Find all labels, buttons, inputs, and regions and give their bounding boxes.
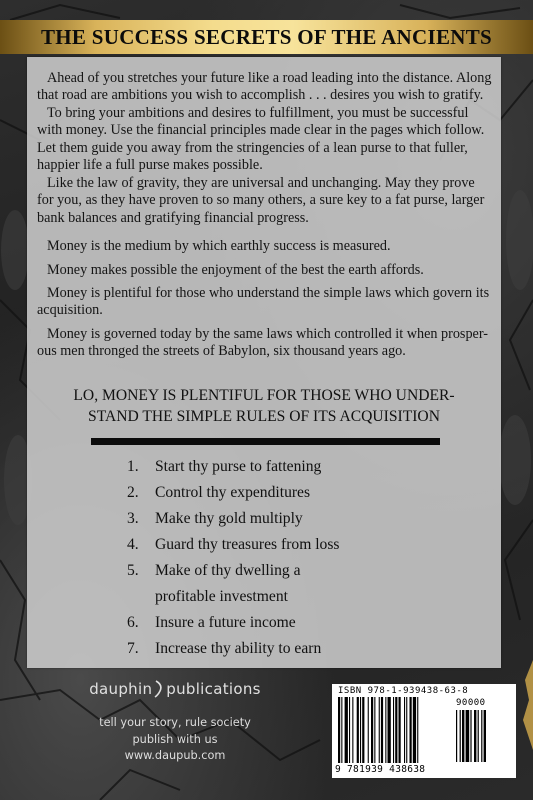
barcode-bar xyxy=(362,697,364,763)
item-text: Increase thy ability to earn xyxy=(155,640,322,657)
addon-bar xyxy=(456,710,457,762)
isbn-barcode xyxy=(332,684,516,778)
list-item xyxy=(127,509,303,529)
money-measure-paragraph xyxy=(37,238,493,255)
barcode-bar xyxy=(404,697,405,763)
money-plentiful-paragraph xyxy=(37,285,493,320)
paragraph-text: Money makes possible the enjoyment of the best the earth affords. xyxy=(47,262,424,278)
item-text: Guard thy treasures from loss xyxy=(155,536,340,553)
item-number: 4. xyxy=(127,536,139,553)
barcode-bar xyxy=(349,697,350,763)
barcode-bar xyxy=(360,697,361,763)
barcode-bar xyxy=(410,697,412,763)
tagline-line-1: tell your story, rule society xyxy=(99,716,251,729)
barcode-bar xyxy=(357,697,359,763)
item-number: 5. xyxy=(127,562,139,579)
barcode-bar xyxy=(399,697,401,763)
intro-paragraph xyxy=(37,70,493,105)
barcode-bar xyxy=(385,697,386,763)
gold-corner-accent xyxy=(519,660,533,750)
paragraph-text: Money is governed today by the same laws which controlled it when prosper-ous men thronged the streets of Babylon, six thousand years ago. xyxy=(37,326,488,360)
addon-bar xyxy=(474,710,476,762)
item-text: profitable investment xyxy=(155,588,288,605)
money-enjoyment-paragraph xyxy=(37,262,493,279)
callout-line-2: STAND THE SIMPLE RULES OF ITS ACQUISITION xyxy=(88,408,440,425)
barcode-bar xyxy=(395,697,397,763)
gravity-paragraph xyxy=(37,175,493,227)
barcode-bar xyxy=(374,697,375,763)
item-number: 7. xyxy=(127,640,139,657)
item-number: 3. xyxy=(127,510,139,527)
barcode-bar xyxy=(341,697,342,763)
item-text: Make thy gold multiply xyxy=(155,510,303,527)
barcode-bar xyxy=(352,697,353,763)
list-item xyxy=(127,639,321,659)
callout-heading xyxy=(27,385,501,427)
list-item xyxy=(127,613,296,633)
addon-bar xyxy=(466,710,470,762)
barcode-bar xyxy=(417,697,418,763)
barcode-bar xyxy=(406,697,407,763)
publisher-logo xyxy=(85,680,265,698)
barcode-bar xyxy=(338,697,340,763)
barcode-bar xyxy=(413,697,416,763)
item-number: 1. xyxy=(127,458,139,475)
list-item-continuation xyxy=(127,587,288,607)
publisher-block xyxy=(85,680,265,765)
item-text: Control thy expenditures xyxy=(155,484,311,501)
paragraph-text: Ahead of you stretches your future like a road leading into the distance. Along that road are ambitions you wish to accomplish . . . desires you wish to gratify. xyxy=(37,70,492,104)
callout-line-1: LO, MONEY IS PLENTIFUL FOR THOSE WHO UNDER- xyxy=(73,387,455,404)
addon-bar xyxy=(462,710,464,762)
money-governed-paragraph xyxy=(37,326,493,361)
divider-bar xyxy=(91,438,440,445)
barcode-bar xyxy=(379,697,380,763)
addon-bar xyxy=(481,710,482,762)
dolphin-icon xyxy=(154,680,164,698)
item-number: 2. xyxy=(127,484,139,501)
list-item xyxy=(127,483,310,503)
addon-bar xyxy=(484,710,486,762)
addon-bar xyxy=(460,710,461,762)
list-item xyxy=(127,457,321,477)
paragraph-text: To bring your ambitions and desires to fulfillment, you must be successful with money. Use the financial principles made clear in the pages which follow. Let them guide you away from the stringencies of a lean purse to that fuller, happier life a full purse makes possible. xyxy=(37,105,485,174)
isbn-text: ISBN 978-1-939438-63-8 xyxy=(338,686,469,696)
item-text: Make of thy dwelling a xyxy=(155,562,301,579)
title-banner xyxy=(0,20,533,54)
addon-bar xyxy=(478,710,479,762)
barcode-bar xyxy=(388,697,391,763)
banner-title: THE SUCCESS SECRETS OF THE ANCIENTS xyxy=(40,24,493,49)
addon-digits: 90000 xyxy=(456,698,486,708)
barcode-bar xyxy=(371,697,373,763)
publisher-tagline xyxy=(85,715,265,765)
addon-bar xyxy=(470,710,471,762)
paragraph-text: Like the law of gravity, they are universal and unchanging. May they prove for you, as they have proven to so many others, a sure key to a fat purse, larger bank balances and gratifying financial progress. xyxy=(37,175,485,226)
item-text: Start thy purse to fattening xyxy=(155,458,322,475)
item-text: Insure a future income xyxy=(155,614,296,631)
barcode-bar xyxy=(393,697,394,763)
content-panel xyxy=(27,57,501,668)
publisher-name-part1: dauphin xyxy=(89,680,153,698)
item-number: 6. xyxy=(127,614,139,631)
barcode-bar xyxy=(381,697,383,763)
paragraph-text: Money is plentiful for those who understand the simple laws which govern its acquisition. xyxy=(37,285,490,319)
publisher-website: www.daupub.com xyxy=(124,749,226,762)
tagline-line-2: publish with us xyxy=(132,732,218,746)
barcode-bar xyxy=(368,697,369,763)
publisher-name-part2: publications xyxy=(166,680,261,698)
paragraph-text: Money is the medium by which earthly success is measured. xyxy=(47,238,391,254)
list-item xyxy=(127,535,339,555)
barcode-bar xyxy=(345,697,348,763)
barcode-digits: 9 781939 438638 xyxy=(335,764,426,775)
ambitions-paragraph xyxy=(37,105,493,175)
list-item xyxy=(127,561,301,581)
